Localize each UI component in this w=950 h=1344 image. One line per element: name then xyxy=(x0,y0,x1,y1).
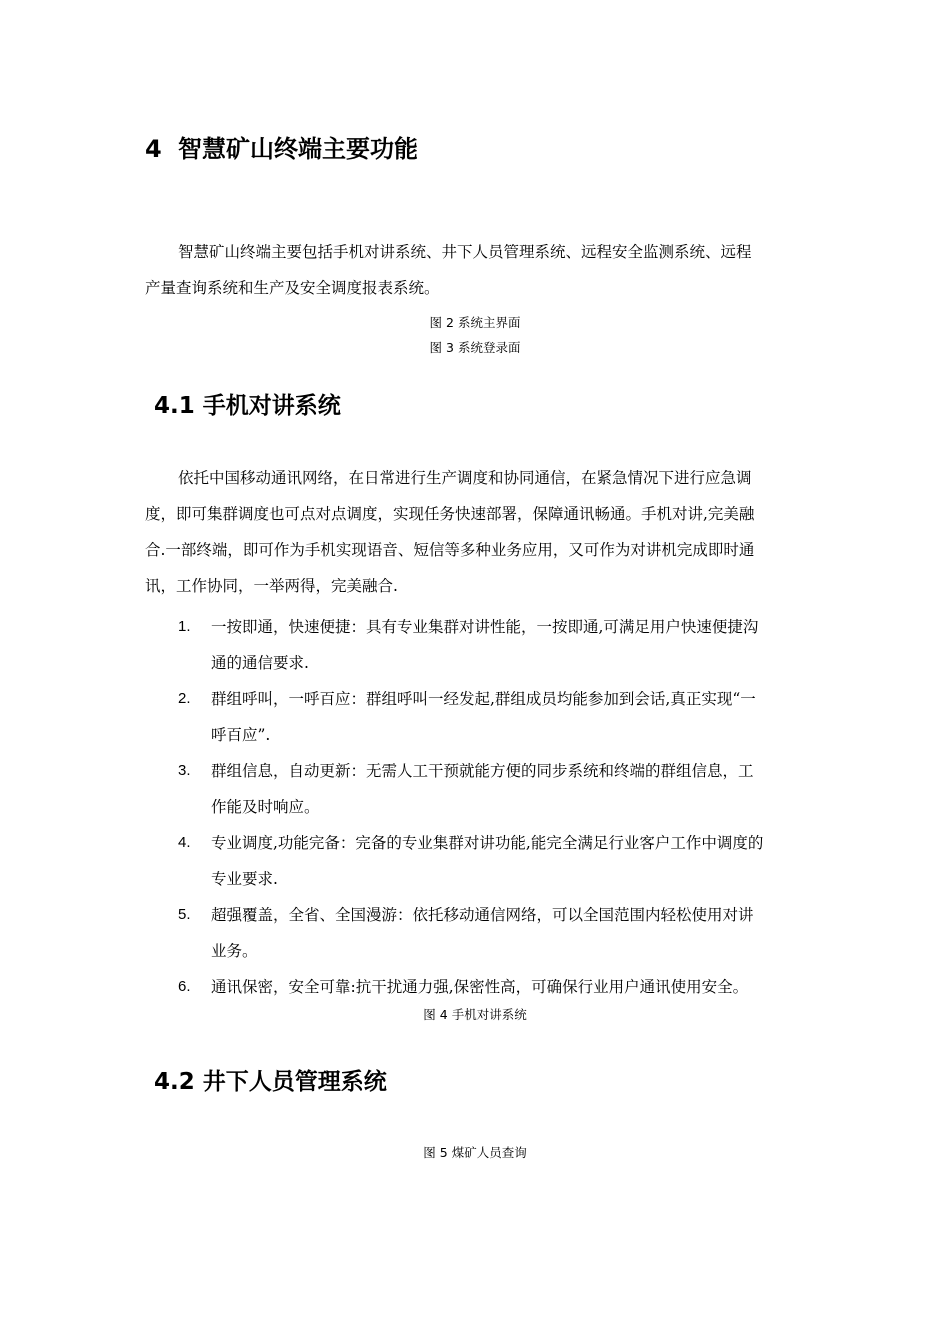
section-number: 4 xyxy=(145,135,162,163)
figure-caption: 图 5 煤矿人员查询 xyxy=(423,1145,527,1160)
paragraph-line: 讯，工作协同，一举两得，完美融合. xyxy=(145,577,398,595)
list-item xyxy=(178,609,808,681)
list-item xyxy=(178,753,808,825)
list-number: 1. xyxy=(178,618,191,635)
section-title: 手机对讲系统 xyxy=(202,393,341,419)
list-item xyxy=(178,825,808,897)
list-item-line: 专业要求. xyxy=(211,870,278,888)
list-item-line: 专业调度,功能完备：完备的专业集群对讲功能,能完全满足行业客户工作中调度的 xyxy=(211,834,764,852)
section-heading-4-2 xyxy=(154,1067,387,1097)
list-number: 3. xyxy=(178,762,191,779)
list-item xyxy=(178,897,808,969)
list-item-line: 通的通信要求. xyxy=(211,654,309,672)
paragraph-line: 度，即可集群调度也可点对点调度，实现任务快速部署，保障通讯畅通。手机对讲,完美融 xyxy=(145,505,755,523)
list-number: 2. xyxy=(178,690,191,707)
section-title: 井下人员管理系统 xyxy=(202,1069,387,1095)
section-4-1-paragraph xyxy=(145,460,807,604)
list-number: 4. xyxy=(178,834,191,851)
list-item xyxy=(178,681,808,753)
list-number: 6. xyxy=(178,978,191,995)
section-number: 4.2 xyxy=(154,1069,195,1095)
list-item-line: 群组信息，自动更新：无需人工干预就能方便的同步系统和终端的群组信息，工 xyxy=(211,762,754,780)
paragraph-line: 智慧矿山终端主要包括手机对讲系统、井下人员管理系统、远程安全监测系统、远程 xyxy=(178,243,752,261)
section-heading-4-1 xyxy=(154,391,341,421)
list-item-line: 群组呼叫，一呼百应：群组呼叫一经发起,群组成员均能参加到会话,真正实现“一 xyxy=(211,690,756,708)
list-item-line: 超强覆盖，全省、全国漫游：依托移动通信网络，可以全国范围内轻松使用对讲 xyxy=(211,906,754,924)
section-number: 4.1 xyxy=(154,393,195,419)
list-item-line: 业务。 xyxy=(211,942,258,960)
list-item-line: 呼百应”. xyxy=(211,726,271,744)
section-title: 智慧矿山终端主要功能 xyxy=(178,135,418,163)
intro-paragraph xyxy=(145,234,807,306)
feature-list xyxy=(178,609,808,1005)
paragraph-line: 合.一部终端，即可作为手机实现语音、短信等多种业务应用，又可作为对讲机完成即时通 xyxy=(145,541,755,559)
section-heading-4 xyxy=(145,133,418,165)
figure-caption: 图 2 系统主界面 xyxy=(429,315,521,330)
figure-caption: 图 3 系统登录面 xyxy=(429,340,521,355)
list-number: 5. xyxy=(178,906,191,923)
list-item-line: 作能及时响应。 xyxy=(211,798,320,816)
paragraph-line: 产量查询系统和生产及安全调度报表系统。 xyxy=(145,279,440,297)
list-item xyxy=(178,969,808,1005)
figure-caption: 图 4 手机对讲系统 xyxy=(423,1007,527,1022)
paragraph-line: 依托中国移动通讯网络，在日常进行生产调度和协同通信，在紧急情况下进行应急调 xyxy=(178,469,752,487)
list-item-line: 一按即通，快速便捷：具有专业集群对讲性能，一按即通,可满足用户快速便捷沟 xyxy=(211,618,759,636)
list-item-line: 通讯保密，安全可靠:抗干扰通力强,保密性高，可确保行业用户通讯使用安全。 xyxy=(211,978,749,996)
